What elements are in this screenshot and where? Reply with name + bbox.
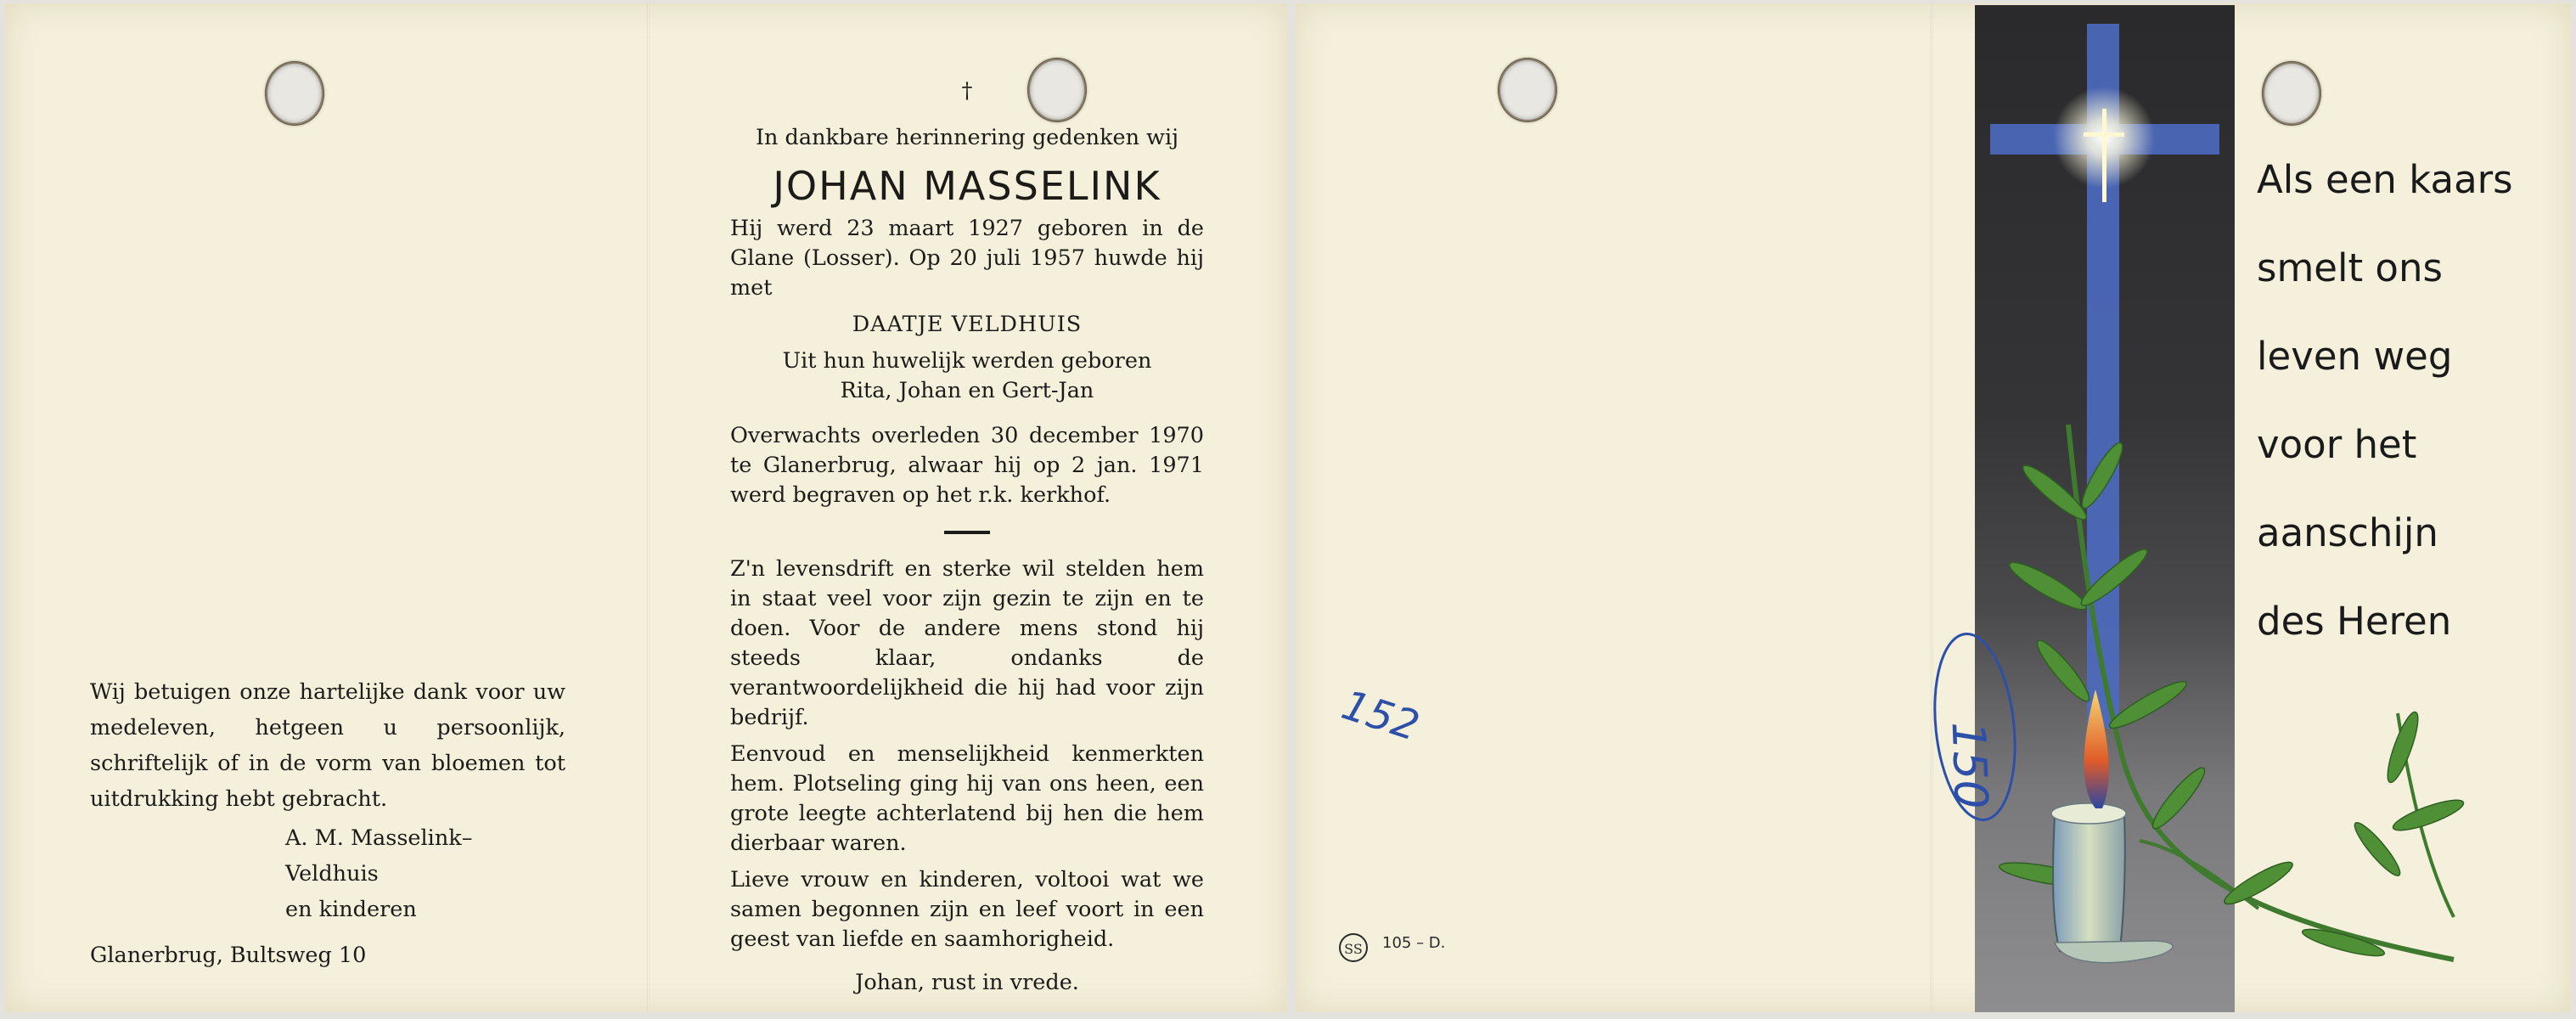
- memorial-text: [730, 76, 1204, 998]
- poem: [2257, 136, 2562, 666]
- deceased-name: JOHAN MASSELINK: [773, 163, 1161, 209]
- publisher-logo-text: SS: [1344, 941, 1363, 957]
- cross-symbol: †: [961, 78, 973, 104]
- signer-family: en kinderen: [285, 897, 417, 922]
- paragraph-drive: Z'n levensdrift en sterke wil stelden hem in staat veel voor zijn gezin te zijn en te doen. Voor de andere mens stond hij steeds klaar, ondanks de verantwoordelijkheid die hij had voor zijn bedrijf.: [730, 556, 1204, 730]
- publisher-logo: [1336, 931, 1370, 965]
- sender-address: Glanerbrug, Bultsweg 10: [90, 943, 367, 968]
- spouse-name: DAATJE VELDHUIS: [852, 312, 1083, 337]
- poem-line: Als een kaars: [2257, 157, 2513, 202]
- children-names: Rita, Johan en Gert-Jan: [840, 378, 1094, 403]
- poem-line: smelt ons: [2257, 245, 2443, 290]
- poem-line: voor het: [2257, 422, 2417, 467]
- memorial-intro: In dankbare herinnering gedenken wij: [755, 125, 1179, 150]
- poem-line: aanschijn: [2257, 510, 2438, 555]
- children-intro: Uit hun huwelijk werden geboren: [782, 348, 1152, 374]
- punch-hole: [1498, 58, 1557, 122]
- card-code: 105 – D.: [1382, 934, 1446, 952]
- handwritten-number: [1331, 679, 1433, 764]
- divider: [944, 531, 990, 534]
- punch-hole: [265, 61, 324, 126]
- paragraph-family: Lieve vrouw en kinderen, voltooi wat we samen begonnen zijn en leef voort in een geest van liefde en saamhorigheid.: [730, 867, 1204, 952]
- birth-marriage-text: Hij werd 23 maart 1927 geboren in de Glane (Losser). Op 20 juli 1957 huwde hij met: [730, 216, 1204, 301]
- fold-line: [647, 3, 650, 1012]
- thanks-text: Wij betuigen onze hartelijke dank voor uw medeleven, hetgeen u persoonlijk, schriftelijk of in de vorm van bloemen tot uitdrukking hebt gebracht.: [90, 679, 565, 812]
- handwritten-circled-number: 150: [1941, 720, 1999, 810]
- handwritten-number-text: 152: [1336, 681, 1426, 751]
- poem-line: des Heren: [2257, 599, 2452, 644]
- paragraph-simplicity: Eenvoud en menselijkheid kenmerkten hem. Plotseling ging hij van ons heen, een grote leegte achterlatend bij hen die hem dierbaar waren.: [730, 741, 1204, 856]
- closing-line: Johan, rust in vrede.: [855, 970, 1079, 995]
- thanks-block: [90, 674, 565, 973]
- poem-line: leven weg: [2257, 334, 2453, 379]
- death-burial-text: Overwachts overleden 30 december 1970 te Glanerbrug, alwaar hij op 2 jan. 1971 werd begraven op het r.k. kerkhof.: [730, 423, 1204, 508]
- signer-name: A. M. Masselink–Veldhuis: [285, 825, 473, 887]
